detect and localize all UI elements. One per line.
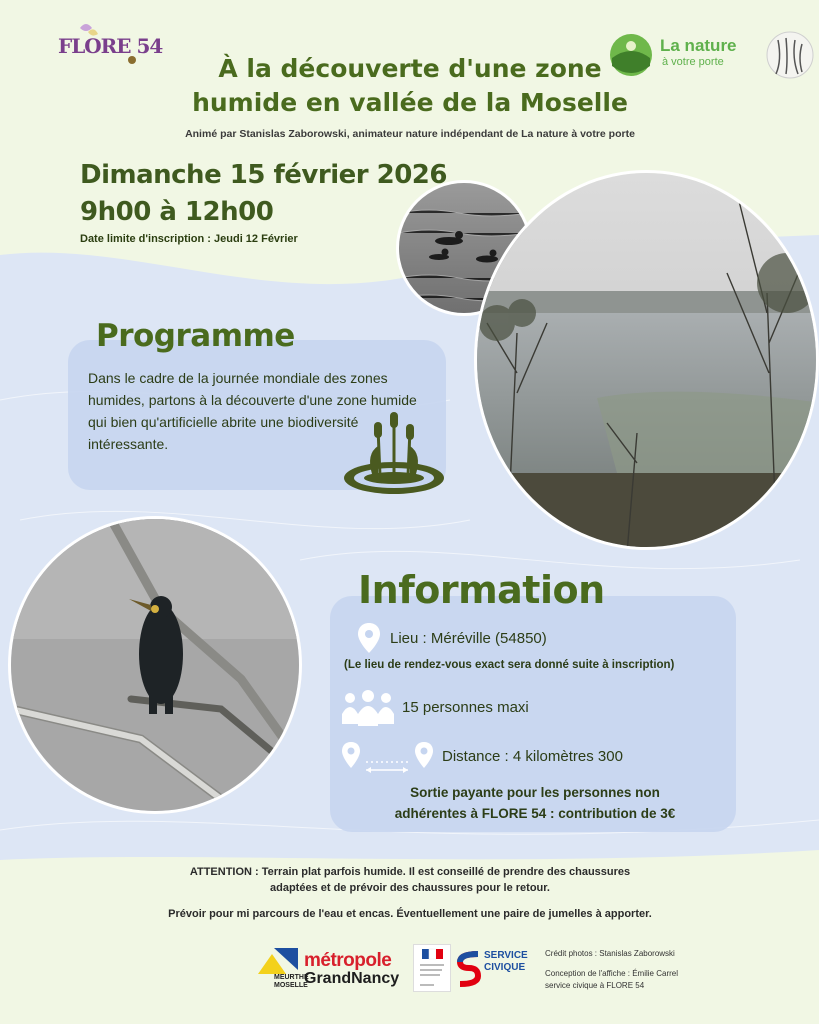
credit-photos: Crédit photos : Stanislas Zaborowski (545, 949, 675, 958)
info-place-note: (Le lieu de rendez-vous exact sera donné suite à inscription) (344, 659, 675, 671)
page-title (130, 52, 690, 120)
metropole-logo-line-1: métropole (304, 950, 392, 971)
flore-logo-text: FLORE 54 (58, 34, 163, 58)
attention-notice (100, 864, 720, 896)
programme-text: Dans le cadre de la journée mondiale des zones humides, partons à la découverte d'une zone humide qui bien qu'artificielle abrite une biodiversité intéressante. (88, 370, 417, 452)
attention-line-1: ATTENTION : Terrain plat parfois humide. Il est conseillé de prendre des chaussures (189, 866, 631, 878)
service-civique-logo (456, 946, 528, 992)
title-line-1: À la découverte d'une zone (218, 54, 602, 83)
lake-photo (474, 170, 819, 550)
meurthe-moselle-logo (256, 944, 309, 994)
nature-a-votre-porte-logo (608, 30, 818, 85)
info-distance: Distance : 4 kilomètres 300 (442, 748, 623, 765)
cormorant-photo (8, 516, 302, 814)
credit-design-line-1: Conception de l'affiche : Émilie Carrel (545, 969, 678, 978)
sc-logo-line-1: SERVICE (484, 950, 528, 961)
information-title: Information (358, 568, 605, 612)
info-place: Lieu : Méréville (54850) (390, 630, 547, 647)
sc-logo-line-2: CIVIQUE (484, 962, 526, 973)
wetland-reeds-icon (342, 408, 446, 498)
info-fee-line-2: adhérentes à FLORE 54 : contribution de 3€ (394, 806, 676, 821)
location-pin-icon (357, 622, 381, 654)
event-time: 9h00 à 12h00 (80, 197, 274, 227)
mm-logo-line-1: MEURTHE (274, 974, 309, 981)
credit-design-line-2: service civique à FLORE 54 (545, 981, 645, 990)
nature-logo-tagline: à votre porte (662, 56, 724, 68)
distance-icon (340, 740, 436, 776)
page-subtitle: Animé par Stanislas Zaborowski, animateur nature indépendant de La nature à votre porte (185, 128, 635, 140)
registration-deadline: Date limite d'inscription : Jeudi 12 Février (80, 233, 298, 245)
group-people-icon (340, 688, 396, 728)
event-date: Dimanche 15 février 2026 (80, 160, 447, 190)
provisions-notice: Prévoir pour mi parcours de l'eau et encas. Éventuellement une paire de jumelles à apporter. (168, 908, 652, 920)
mm-logo-line-2: MOSELLE (274, 982, 308, 989)
metropole-grand-nancy-logo (304, 950, 399, 988)
info-fee (340, 782, 730, 824)
credits (545, 948, 678, 992)
info-capacity: 15 personnes maxi (402, 699, 529, 716)
info-fee-line-1: Sortie payante pour les personnes non (410, 785, 660, 800)
metropole-logo-line-2: GrandNancy (304, 970, 400, 987)
attention-line-2: adaptées et de prévoir des chaussures pour le retour. (270, 882, 550, 894)
republique-francaise-logo (413, 944, 451, 992)
title-line-2: humide en vallée de la Moselle (192, 88, 628, 117)
nature-logo-name: La nature (660, 36, 737, 55)
programme-title: Programme (96, 318, 295, 354)
